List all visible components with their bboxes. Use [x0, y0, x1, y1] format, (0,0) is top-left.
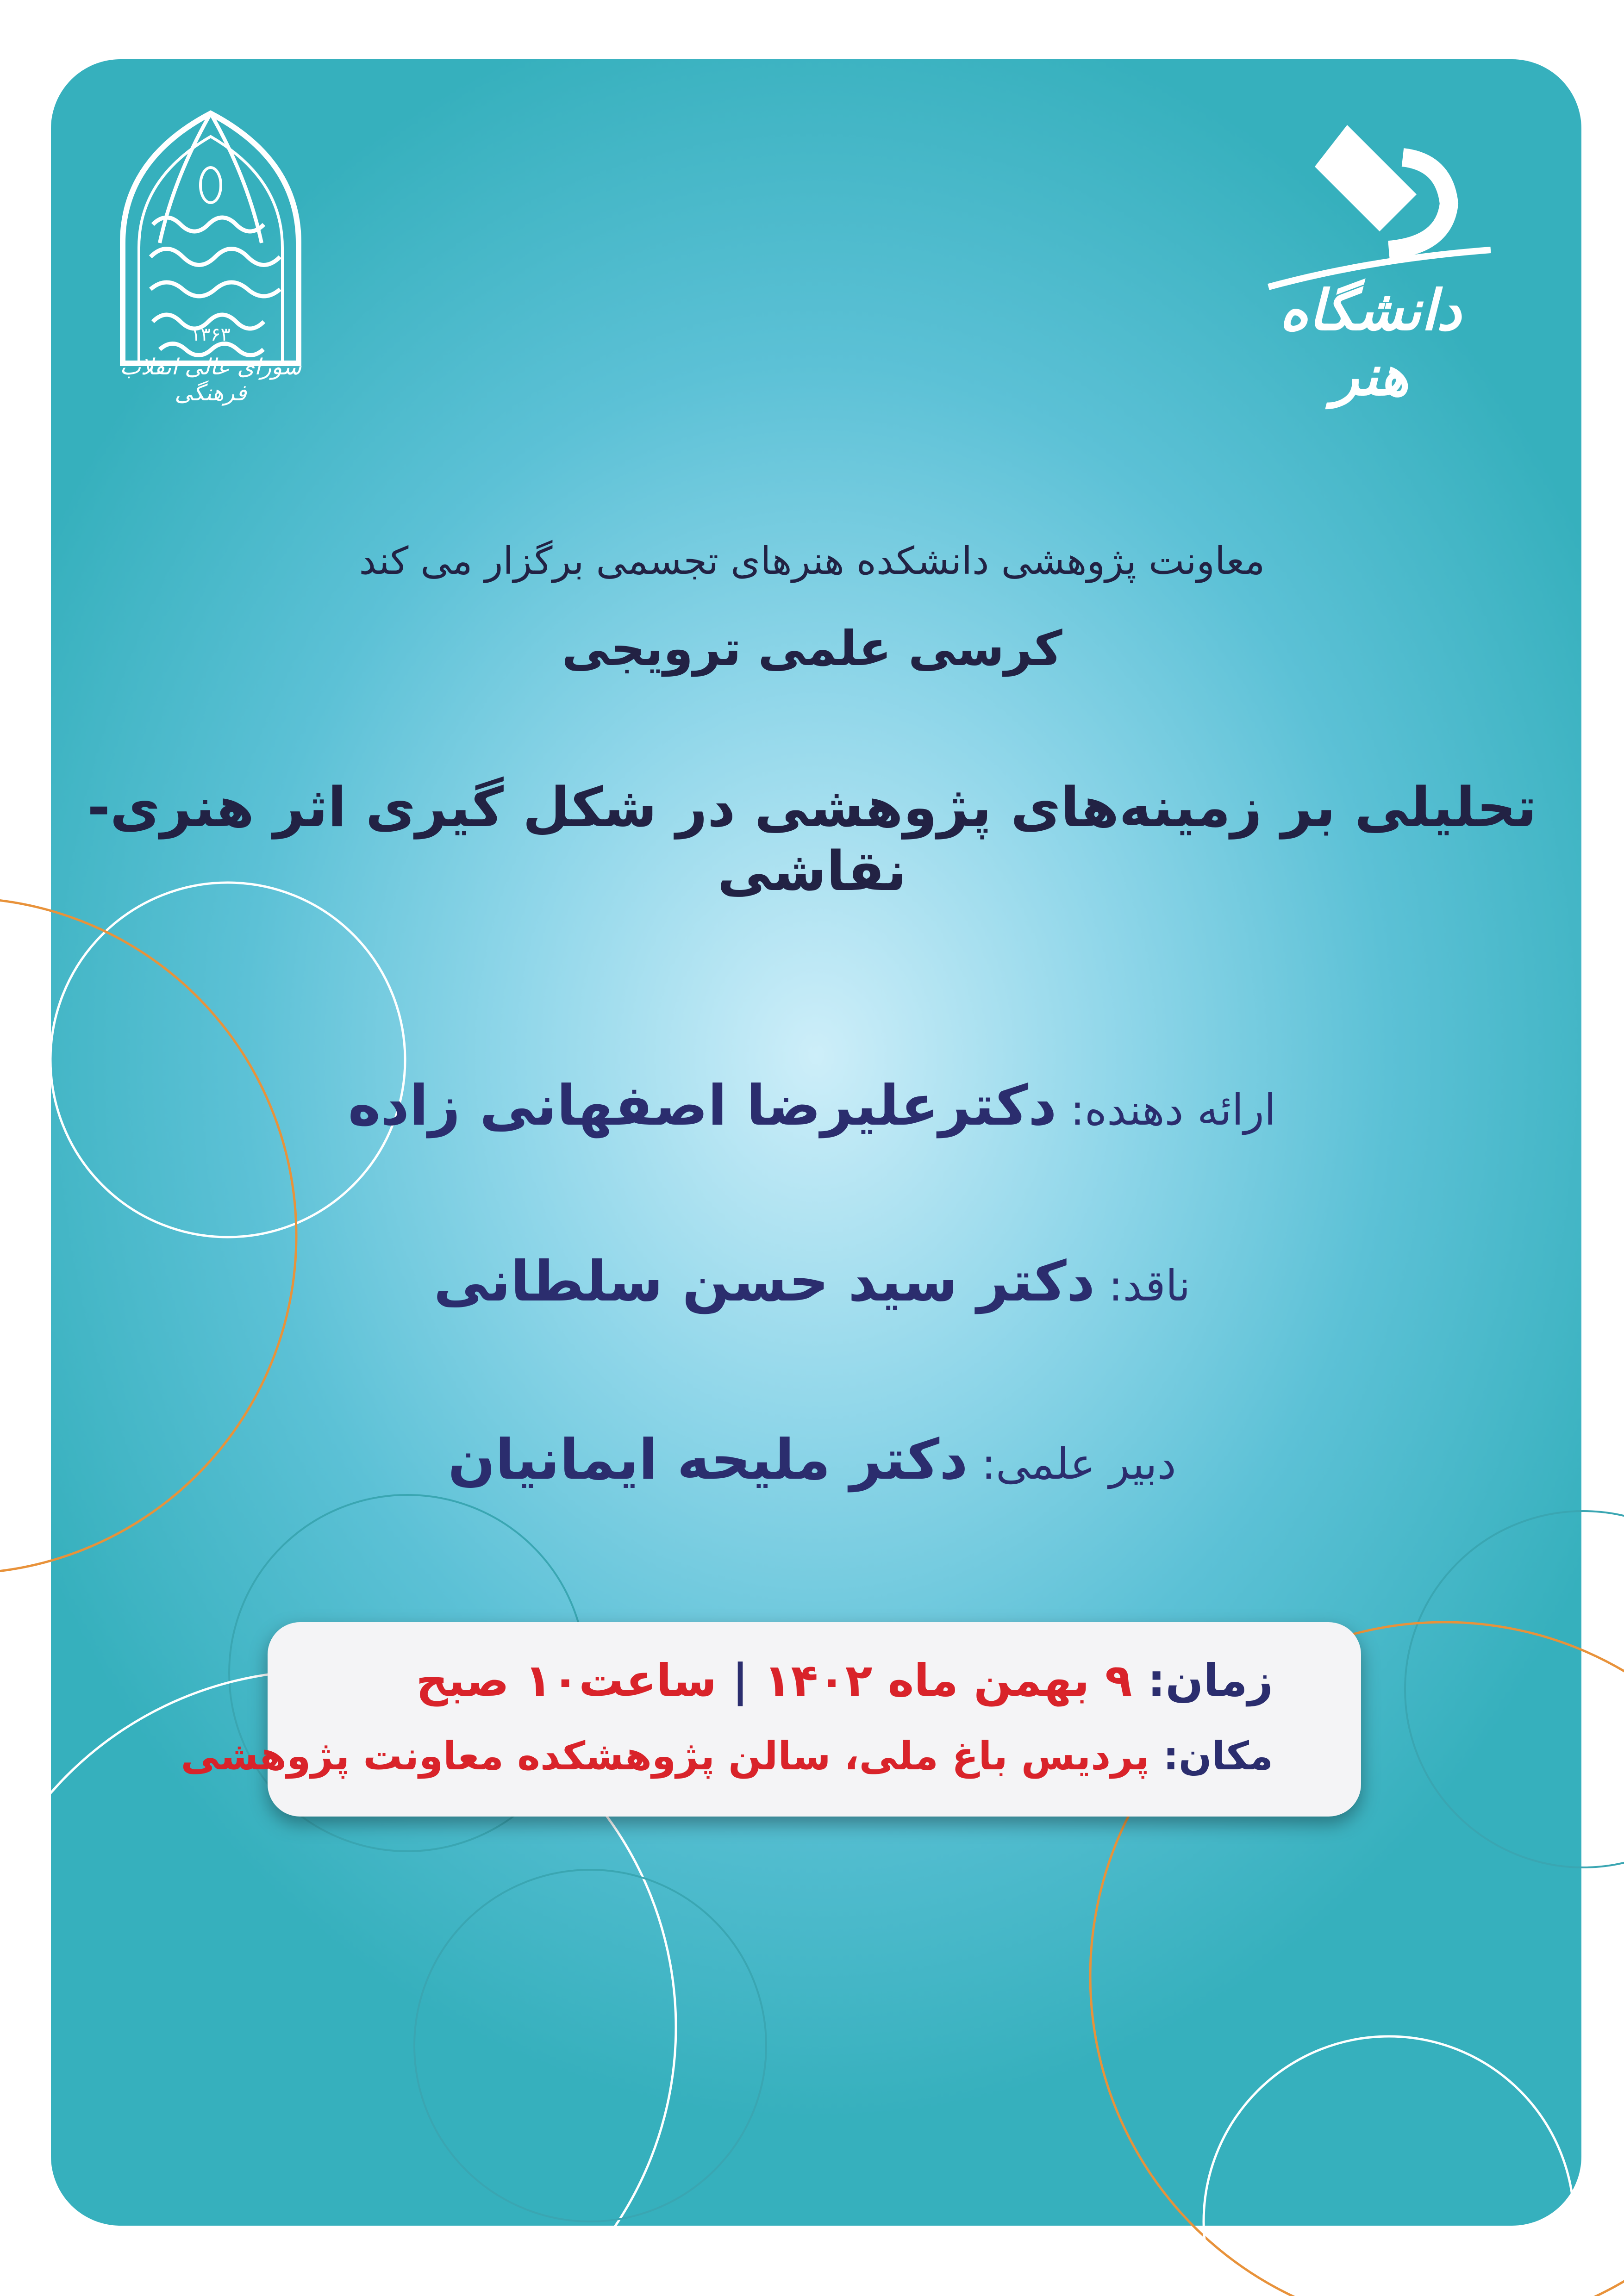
- time-separator: |: [732, 1655, 749, 1706]
- secretary-label: دبیر علمی:: [981, 1439, 1176, 1489]
- emblem-year: ۱۳۶۳: [191, 324, 231, 345]
- place-label: مکان:: [1163, 1733, 1273, 1779]
- organizer-intro: معاونت پژوهشی دانشکده هنرهای تجسمی برگزار می کند: [359, 539, 1265, 583]
- presenter-label: ارائه دهنده:: [1070, 1085, 1276, 1135]
- event-date: ۹ بهمن ماه ۱۴۰۲: [763, 1655, 1132, 1706]
- secretary-line: [0, 1428, 1624, 1492]
- emblem-caption: شورای عالی انقلاب فرهنگی: [119, 354, 302, 406]
- time-line: [295, 1655, 1273, 1706]
- lecture-title: تحلیلی بر زمینه‌های پژوهشی در شکل گیری اثر هنری- نقاشی: [87, 775, 1537, 903]
- event-place: پردیس باغ ملی، سالن پژوهشکده معاونت پژوهشی: [181, 1733, 1150, 1779]
- secretary-name: دکتر ملیحه ایمانیان: [448, 1428, 968, 1492]
- place-line: [181, 1733, 1273, 1779]
- critic-label: ناقد:: [1108, 1261, 1191, 1311]
- presenter-name: دکترعلیرضا اصفهانی زاده: [348, 1074, 1057, 1138]
- critic-line: [0, 1250, 1624, 1314]
- event-hour: ساعت۱۰ صبح: [416, 1655, 717, 1706]
- presenter-line: [0, 1074, 1624, 1138]
- critic-name: دکتر سید حسن سلطانی: [433, 1250, 1095, 1314]
- event-type: کرسی علمی ترویجی: [562, 620, 1062, 677]
- event-info-box: [181, 1622, 1361, 1817]
- university-name: دانشگاه هنر: [1279, 278, 1462, 408]
- time-label: زمان:: [1147, 1655, 1273, 1706]
